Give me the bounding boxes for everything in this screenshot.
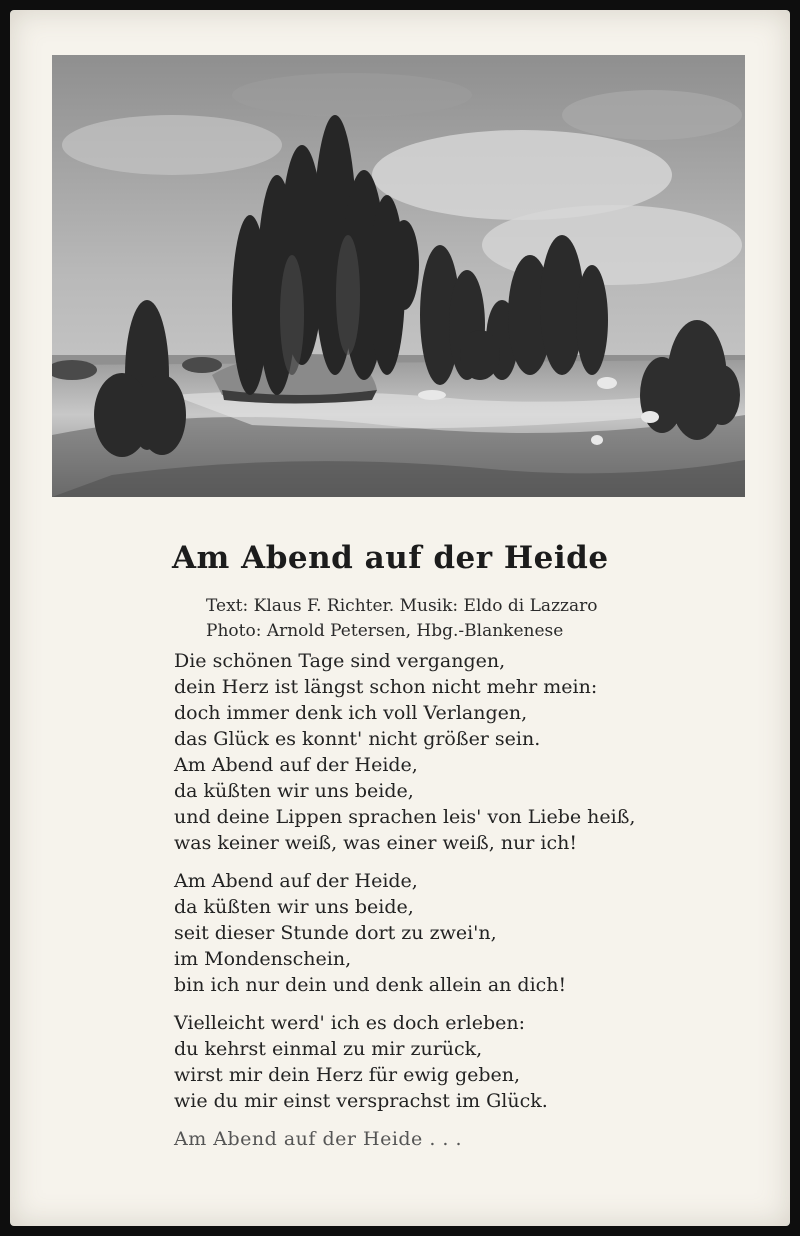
- song-credits: [206, 594, 597, 644]
- song-title: Am Abend auf der Heide: [172, 540, 609, 576]
- lyric-line: wie du mir einst versprachst im Glück.: [174, 1090, 548, 1112]
- stanza-3: [174, 1010, 635, 1114]
- landscape-illustration: [52, 55, 745, 497]
- lyric-line: du kehrst einmal zu mir zurück,: [174, 1038, 483, 1060]
- lyric-line: was keiner weiß, was einer weiß, nur ich!: [174, 832, 578, 854]
- heath-landscape-photo: [52, 55, 745, 497]
- lyric-line: das Glück es konnt' nicht größer sein.: [174, 728, 541, 750]
- lyric-line: wirst mir dein Herz für ewig geben,: [174, 1064, 521, 1086]
- lyric-line: da küßten wir uns beide,: [174, 780, 414, 802]
- lyric-line: Die schönen Tage sind vergangen,: [174, 650, 506, 672]
- stanza-1: [174, 648, 635, 856]
- lyric-line: da küßten wir uns beide,: [174, 896, 414, 918]
- lyric-line: bin ich nur dein und denk allein an dich!: [174, 974, 567, 996]
- lyric-line: Vielleicht werd' ich es doch erleben:: [174, 1012, 525, 1034]
- lyric-line: dein Herz ist längst schon nicht mehr mein:: [174, 676, 598, 698]
- lyric-line: und deine Lippen sprachen leis' von Liebe heiß,: [174, 806, 636, 828]
- lyric-line: doch immer denk ich voll Verlangen,: [174, 702, 528, 724]
- lyric-line: im Mondenschein,: [174, 948, 352, 970]
- stanza-2: [174, 868, 635, 998]
- closing-line: Am Abend auf der Heide . . .: [174, 1128, 463, 1150]
- song-lyrics: [174, 648, 635, 1152]
- lyrics-music-credit: Text: Klaus F. Richter. Musik: Eldo di Lazzaro: [206, 596, 598, 616]
- lyric-line: Am Abend auf der Heide,: [174, 870, 418, 892]
- lyric-line: Am Abend auf der Heide,: [174, 754, 418, 776]
- photo-credit: Photo: Arnold Petersen, Hbg.-Blankenese: [206, 621, 564, 641]
- lyric-line: seit dieser Stunde dort zu zwei'n,: [174, 922, 497, 944]
